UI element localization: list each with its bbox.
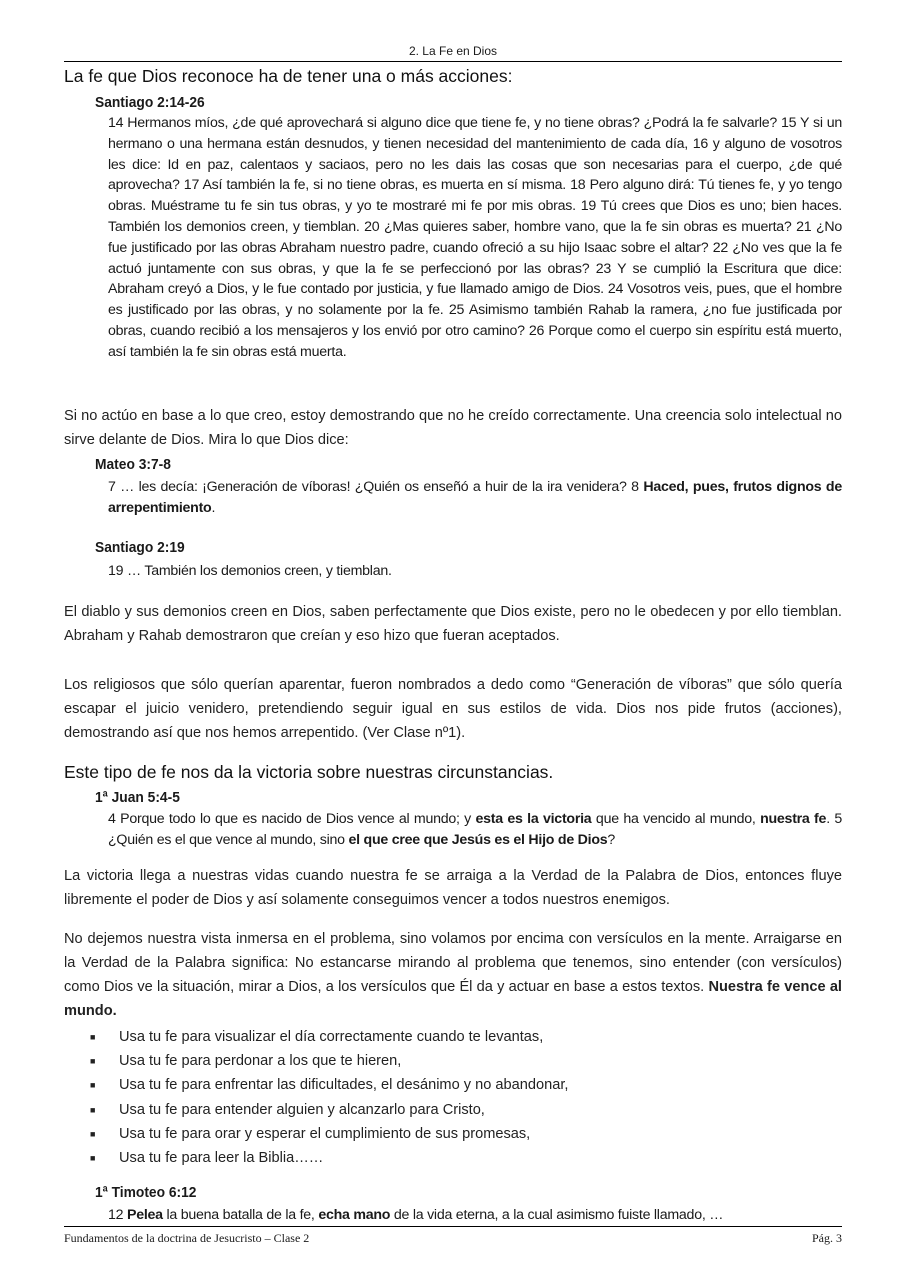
footer-rule (64, 1226, 842, 1227)
verse-text: 14 Hermanos míos, ¿de qué aprovechará si alguno dice que tiene fe, y no tiene obras? ¿Podrá la fe salvarle? 15 Y si un hermano o una hermana están desnudos, y tienen necesidad del mantenimiento de cada día, 16 y alguno de vosotros les dice: Id en paz, calentaos y saciaos, pero no les dais las cosas que son necesarias para el cuerpo, ¿de qué aprovecha? 17 Así también la fe, si no tiene obras, es muerta en sí misma. 18 Pero alguno dirá: Tú tienes fe, y yo tengo obras. Muéstrame tu fe sin tus obras, y yo te mostraré mi fe por mis obras. 19 Tú crees que Dios es uno; bien haces. También los demonios creen, y tiemblan. 20 ¿Mas quieres saber, hombre vano, que la fe sin obras es muerta? 21 ¿No fue justificado por las obras Abraham nuestro padre, cuando ofreció a su hijo Isaac sobre el altar? 22 ¿No ves que la fe actuó juntamente con sus obras, y que la fe se perfeccionó por las obras? 23 Y se cumplió la Escritura que dice: Abraham creyó a Dios, y le fue contado por justicia, y fue llamado amigo de Dios. 24 Vosotros veis, pues, que el hombre es justificado por las obras, y no solamente por la fe. 25 Asimismo también Rahab la ramera, ¿no fue justificada por obras, cuando recibió a los mensajeros y los envió por otro camino? 26 Porque como el cuerpo sin espíritu está muerto, así también la fe sin obras está muerta. (108, 115, 842, 360)
verse-text-end: ? (607, 831, 616, 848)
verse-text (108, 477, 842, 519)
list-item: ■ Usa tu fe para orar y esperar el cumplimiento de sus promesas, (90, 1122, 790, 1146)
list-item: ■ Usa tu fe para enfrentar las dificultades, el desánimo y no abandonar, (90, 1073, 790, 1097)
paragraph: Si no actúo en base a lo que creo, estoy demostrando que no he creído correctamente. Una creencia solo intelectual no sirve delante de Dios. Mira lo que Dios dice: (64, 408, 842, 448)
header-rule (64, 61, 842, 62)
verse-emphasis: Haced, pues, frutos dignos de arrepentimiento (108, 479, 842, 516)
list-item: ■ Usa tu fe para perdonar a los que te hieren, (90, 1049, 790, 1073)
document-page (64, 0, 842, 1280)
verse-text-plain: . 5 ¿Quién es el que vence al mundo, sino (108, 811, 843, 848)
running-header: 2. La Fe en Dios (408, 44, 498, 58)
verse-text (108, 1205, 842, 1226)
verse-emphasis: echa mano (318, 1207, 391, 1223)
verse-emphasis: esta es la victoria (475, 811, 592, 827)
verse-text-plain: que ha vencido al mundo, (591, 811, 761, 827)
verse-text: 19 … También los demonios creen, y tiemblan. (108, 563, 392, 579)
paragraph-emphasis: Nuestra fe vence al mundo. (64, 979, 842, 1019)
verse-reference: 1ª Timoteo 6:12 (95, 1184, 197, 1201)
paragraph: La victoria llega a nuestras vidas cuando nuestra fe se arraiga a la Verdad de la Palabra de Dios, entonces fluye libremente el poder de Dios y así solamente conseguimos vencer a todos nuestros enemigos. (64, 868, 842, 908)
verse-reference: Santiago 2:14-26 (95, 94, 205, 111)
verse-text (108, 809, 842, 851)
footer-title: Fundamentos de la doctrina de Jesucristo – Clase 2 (64, 1231, 310, 1245)
list-item: ■ Usa tu fe para visualizar el día correctamente cuando te levantas, (90, 1025, 790, 1049)
paragraph-text: No dejemos nuestra vista inmersa en el problema, sino volamos por encima con versículos en la mente. Arraigarse en la Verdad de la Palabra significa: No estancarse mirando al problema que tenemos, sino entender (con versículos) como Dios ve la situación, mirar a Dios, a los versículos que Él da y actuar en base a estos textos. (64, 931, 842, 995)
page-number: Pág. 3 (812, 1231, 842, 1245)
paragraph: El diablo y sus demonios creen en Dios, saben perfectamente que Dios existe, pero no le obedecen y por ello tiemblan. Abraham y Rahab demostraron que creían y eso hizo que fueran aceptados. (64, 604, 842, 644)
verse-emphasis: el que cree que Jesús es el Hijo de Dios (348, 831, 608, 848)
verse-reference: 1ª Juan 5:4-5 (95, 789, 180, 806)
paragraph (64, 927, 842, 1023)
verse-text-plain: la buena batalla de la fe, (162, 1207, 319, 1223)
paragraph: Los religiosos que sólo querían aparentar, fueron nombrados a dedo como “Generación de víboras” que sólo quería escapar el juicio venidero, pretendiendo seguir igual en sus estilos de vida. Dios nos pide frutos (acciones), demostrando así que nos hemos arrepentido. (Ver Clase nº1). (64, 677, 842, 741)
verse-reference: Santiago 2:19 (95, 539, 185, 556)
verse-emphasis: nuestra fe (760, 811, 827, 827)
verse-text-end: . (211, 499, 216, 516)
verse-text-plain: 4 Porque todo lo que es nacido de Dios vence al mundo; y (108, 811, 476, 827)
verse-text-plain: 12 (108, 1207, 127, 1223)
section-heading-victoria: Este tipo de fe nos da la victoria sobre nuestras circunstancias. (64, 762, 554, 782)
verse-text-plain: 7 … les decía: ¡Generación de víboras! ¿Quién os enseñó a huir de la ira venidera? 8 (108, 479, 644, 495)
bullet-list (90, 1025, 790, 1170)
verse-text-plain: de la vida eterna, a la cual asimismo fuiste llamado, … (390, 1207, 724, 1223)
list-item: ■ Usa tu fe para entender alguien y alcanzarlo para Cristo, (90, 1098, 790, 1122)
section-heading-acciones: La fe que Dios reconoce ha de tener una o más acciones: (64, 66, 513, 86)
list-item: ■ Usa tu fe para leer la Biblia…… (90, 1146, 790, 1170)
verse-emphasis: Pelea (126, 1207, 163, 1223)
verse-reference: Mateo 3:7-8 (95, 456, 171, 473)
